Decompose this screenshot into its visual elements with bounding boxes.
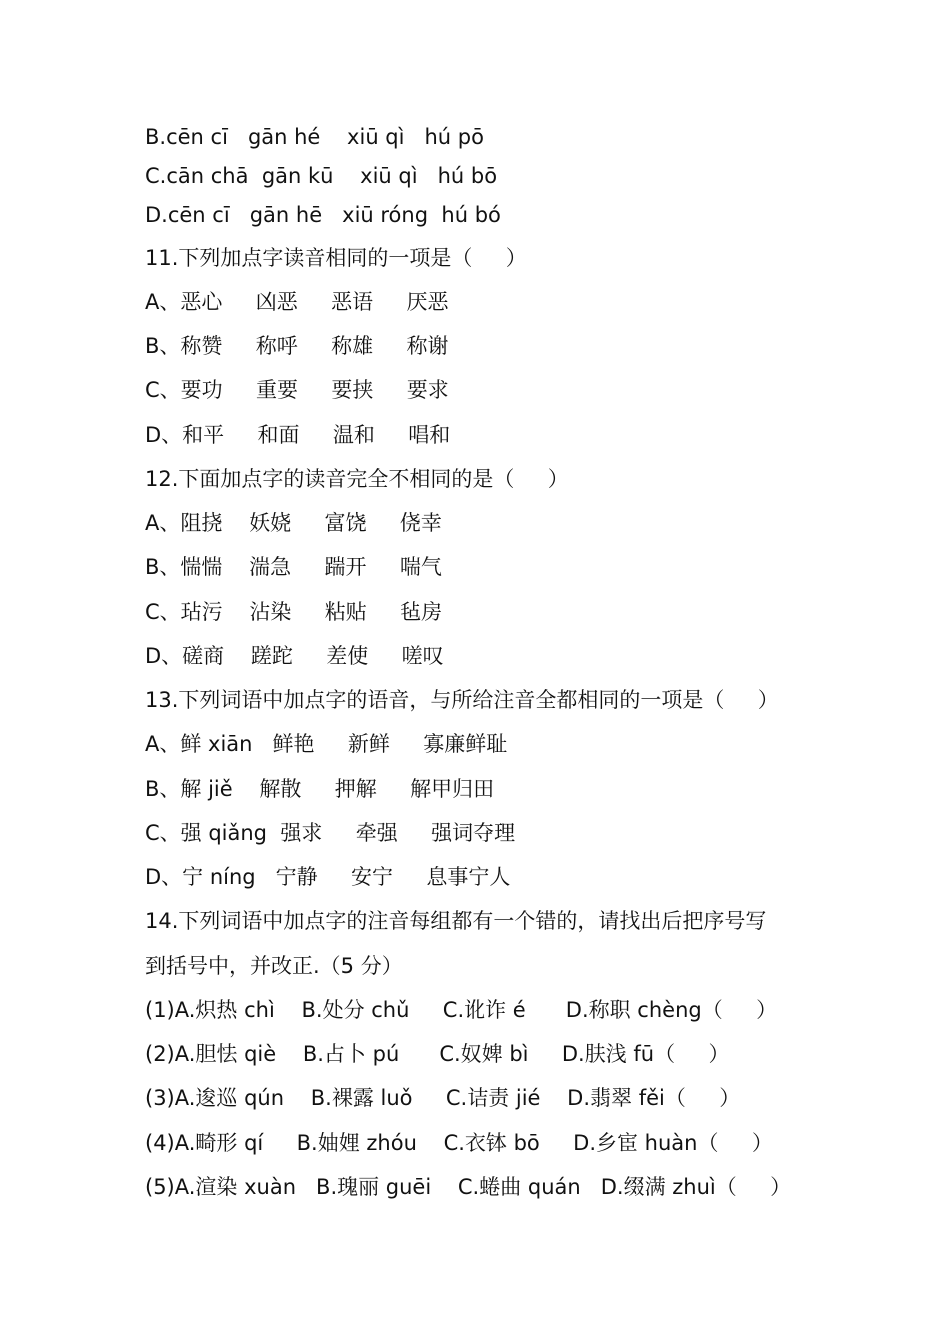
option-line: B、解 jiě 解散 押解 解甲归田	[145, 777, 495, 801]
option-line: A、阻挠 妖娆 富饶 侥幸	[145, 511, 442, 535]
sub-question-5: (5)A.渲染 xuàn B.瑰丽 guēi C.蜷曲 quán D.缀满 zhuì（ ）	[145, 1175, 792, 1199]
sub-question-1: (1)A.炽热 chì B.处分 chǔ C.讹诈 é D.称职 chèng（ ）	[145, 998, 778, 1022]
option-line: B、惴惴 湍急 踹开 喘气	[145, 555, 442, 579]
option-line: D、磋商 蹉跎 差使 嗟叹	[145, 644, 444, 668]
question-14-continued: 到括号中，并改正.（5 分）	[145, 954, 403, 978]
question-14: 14.下列词语中加点字的注音每组都有一个错的，请找出后把序号写	[145, 909, 767, 933]
option-line: C.cān chā gān kū xiū qì hú bō	[145, 164, 498, 188]
option-line: A、恶心 凶恶 恶语 厌恶	[145, 290, 449, 314]
option-line: B.cēn cī gān hé xiū qì hú pō	[145, 125, 484, 149]
question-11: 11.下列加点字读音相同的一项是（ ）	[145, 246, 527, 270]
sub-question-3: (3)A.逡巡 qún B.裸露 luǒ C.诘责 jié D.翡翠 fěi（ ）	[145, 1086, 741, 1110]
option-line: C、玷污 沾染 粘贴 毡房	[145, 600, 443, 624]
option-line: A、鲜 xiān 鲜艳 新鲜 寡廉鲜耻	[145, 732, 508, 756]
question-13: 13.下列词语中加点字的语音，与所给注音全都相同的一项是（ ）	[145, 688, 779, 712]
option-line: B、称赞 称呼 称雄 称谢	[145, 334, 449, 358]
sub-question-4: (4)A.畸形 qí B.妯娌 zhóu C.衣钵 bō D.乡宦 huàn（ ）	[145, 1131, 773, 1155]
option-line: D、和平 和面 温和 唱和	[145, 423, 451, 447]
option-line: C、强 qiǎng 强求 牵强 强词夺理	[145, 821, 516, 845]
option-line: D、宁 níng 宁静 安宁 息事宁人	[145, 865, 511, 889]
option-line: D.cēn cī gān hē xiū róng hú bó	[145, 203, 501, 227]
sub-question-2: (2)A.胆怯 qiè B.占卜 pú C.奴婢 bì D.肤浅 fū（ ）	[145, 1042, 730, 1066]
option-line: C、要功 重要 要挟 要求	[145, 378, 449, 402]
question-12: 12.下面加点字的读音完全不相同的是（ ）	[145, 467, 569, 491]
